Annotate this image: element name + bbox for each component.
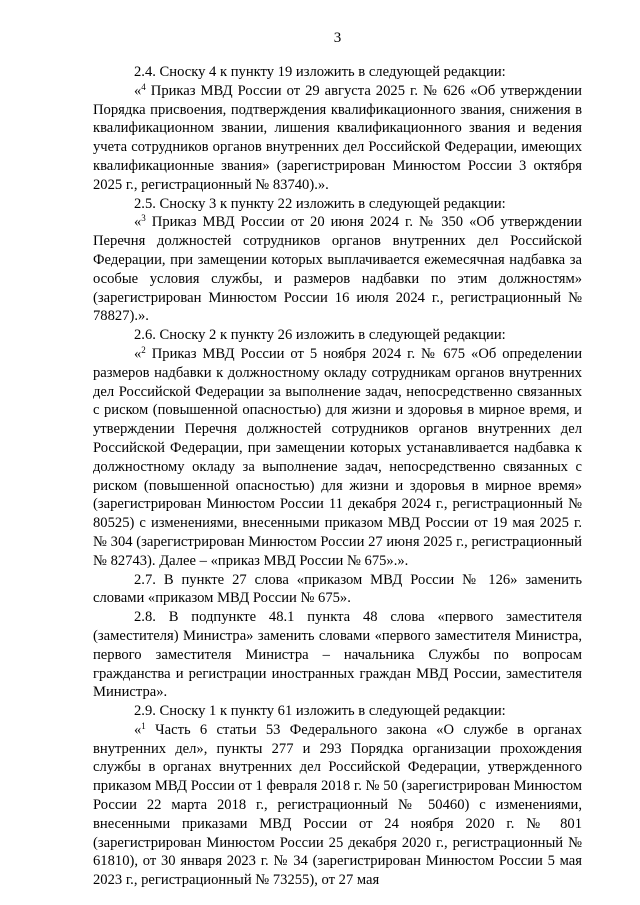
paragraph-2-7 bbox=[93, 571, 582, 609]
footnote-4-text bbox=[93, 82, 582, 195]
footnote-marker: 2 bbox=[141, 344, 146, 355]
open-quote: « bbox=[134, 214, 142, 231]
open-quote: « bbox=[134, 82, 142, 99]
document-body bbox=[93, 63, 582, 890]
paragraph-text: Часть 6 статьи 53 Федерального закона «О службе в органах внутренних дел», пункты 277 и 293 Порядка организации прохождения службы в органах внутренних дел Российской Федерации, утвержденного приказом МВД России от 1 февраля 2018 г. № 50 (зарегистрирован Минюстом России 22 марта 2018 г., регистрационный № 50460) с изменениями, внесенными приказами МВД России от 24 ноября 2020 г. № 801 (зарегистрирован Минюстом России 25 декабря 2020 г., регистрационный № 61810), от 30 января 2023 г. № 34 (зарегистрирован Минюстом России 5 мая 2023 г., регистрационный № 73255), от 27 мая bbox=[93, 721, 582, 889]
footnote-marker: 3 bbox=[141, 213, 146, 224]
footnote-2-text bbox=[93, 345, 582, 571]
page-number: 3 bbox=[333, 30, 342, 46]
paragraph-text: Приказ МВД России от 29 августа 2025 г. № 626 «Об утверждении Порядка присвоения, подтверждения квалификационного звания, снижения в квалификационном звании, лишения квалификационного звания и ведения учета сотрудников органов внутренних дел Российской Федерации, имеющих квалификационные звания» (зарегистрирован Минюстом России 3 октября 2025 г., регистрационный № 83740).». bbox=[93, 82, 582, 193]
footnote-1-text bbox=[93, 721, 582, 890]
footnote-3-text bbox=[93, 213, 582, 326]
open-quote: « bbox=[134, 345, 142, 362]
paragraph-2-6 bbox=[93, 326, 582, 345]
paragraph-text: 2.7. В пункте 27 слова «приказом МВД России № 126» заменить словами «приказом МВД России № 675». bbox=[93, 571, 582, 607]
paragraph-text: 2.8. В подпункте 48.1 пункта 48 слова «первого заместителя (заместителя) Министра» заменить словами «первого заместителя Министра, первого заместителя Министра – начальника Службы по вопросам гражданства и регистрации иностранных граждан МВД России, заместителя Министра». bbox=[93, 609, 582, 701]
paragraph-text: 2.4. Сноску 4 к пункту 19 изложить в следующей редакции: bbox=[134, 64, 506, 80]
paragraph-text: 2.6. Сноску 2 к пункту 26 изложить в следующей редакции: bbox=[134, 327, 506, 344]
paragraph-2-4 bbox=[93, 63, 582, 82]
footnote-marker: 4 bbox=[141, 81, 146, 92]
paragraph-text: Приказ МВД России от 5 ноября 2024 г. № 675 «Об определении размеров надбавки к должностному окладу сотрудникам органов внутренних дел Российской Федерации за выполнение задач, непосредственно связанных с риском (повышенной опасностью) для жизни и здоровья в мирное время, и утверждении Перечня должностей сотрудников органов внутренних дел Российской Федерации, при замещении которых устанавливается надбавка к должностному окладу за выполнение задач, непосредственно связанных с риском (повышенной опасностью) для жизни и здоровья в мирное время» (зарегистрирован Минюстом России 11 декабря 2024 г., регистрационный № 80525) с изменениями, внесенными приказом МВД России от 19 мая 2025 г. № 304 (зарегистрирован Минюстом России 27 июня 2025 г., регистрационный № 82743). Далее – «приказ МВД России № 675».». bbox=[93, 345, 582, 569]
paragraph-text: 2.9. Сноску 1 к пункту 61 изложить в следующей редакции: bbox=[134, 703, 506, 720]
paragraph-2-8 bbox=[93, 608, 582, 702]
open-quote: « bbox=[134, 721, 142, 738]
paragraph-2-9 bbox=[93, 702, 582, 721]
paragraph-2-5 bbox=[93, 195, 582, 214]
footnote-marker: 1 bbox=[141, 720, 146, 731]
paragraph-text: Приказ МВД России от 20 июня 2024 г. № 350 «Об утверждении Перечня должностей сотрудников органов внутренних дел Российской Федерации, при замещении которых выплачивается ежемесячная надбавка за особые условия службы, и размеров надбавки по этим должностям» (зарегистрирован Минюстом России 16 июля 2024 г., регистрационный № 78827).». bbox=[93, 214, 582, 325]
paragraph-text: 2.5. Сноску 3 к пункту 22 изложить в следующей редакции: bbox=[134, 195, 506, 212]
